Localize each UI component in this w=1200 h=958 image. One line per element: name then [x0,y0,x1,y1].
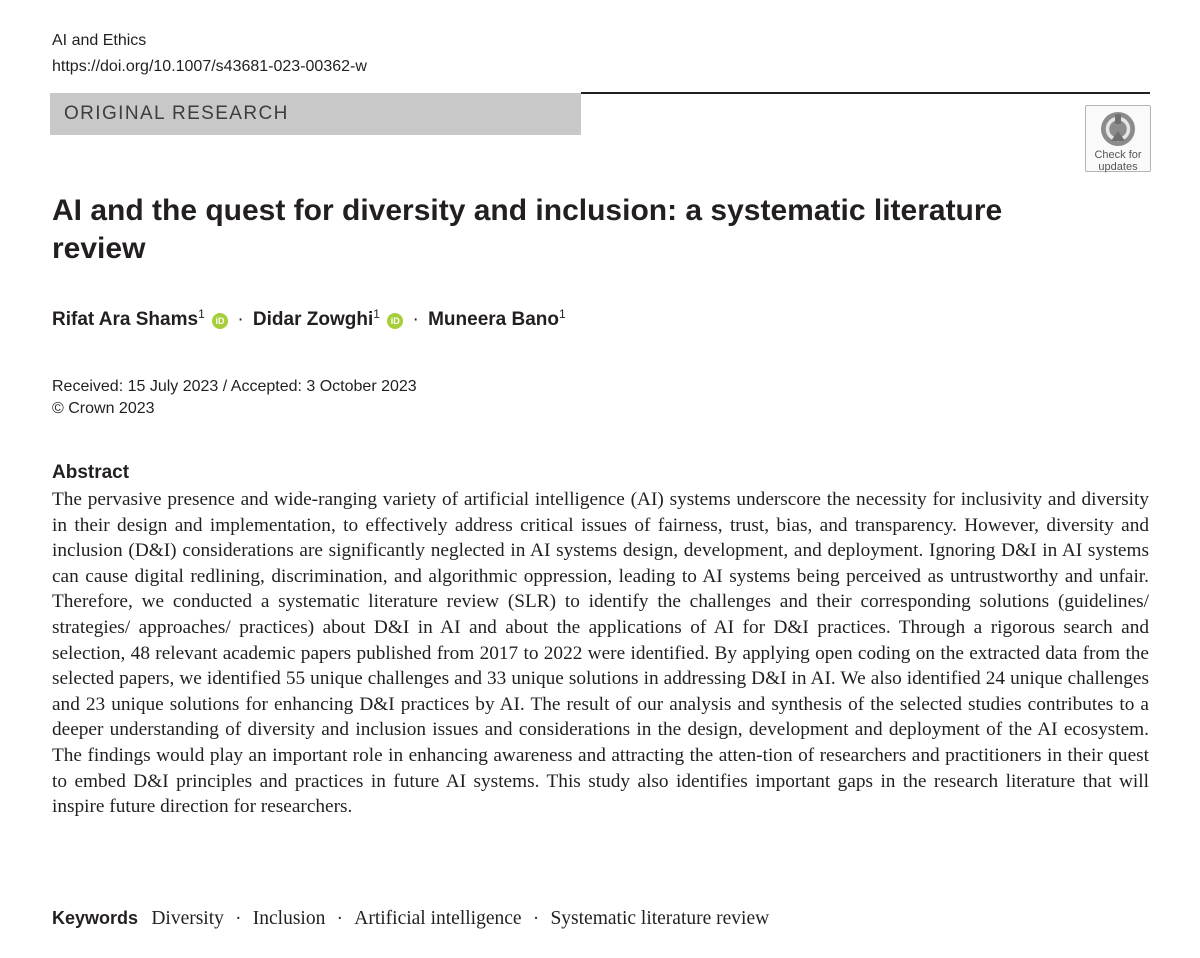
affiliation-marker: 1 [198,307,205,321]
author-name[interactable]: Muneera Bano [428,309,560,330]
header-rule [581,92,1150,94]
check-updates-line: Check for [1094,149,1142,161]
keyword-item: Inclusion [252,908,326,929]
section-label: ORIGINAL RESEARCH [64,103,289,124]
keyword-item: Systematic literature review [550,908,770,929]
abstract-text: The pervasive presence and wide-ranging variety of artificial intelligence (AI) systems underscore the necessity for inclusivity and diversity in their design and implementation, to effectively address critical issues of fairness, trust, bias, and transparency. However, diversity and inclusion (D&I) considerations are significantly neglected in AI systems design, development, and deployment. Ignoring D&I in AI systems can cause digital redlining, discrimination, and algorithmic oppression, leading to AI systems being perceived as untrustworthy and unfair. Therefore, we conducted a systematic literature review (SLR) to identify the challenges and their corresponding solutions (guidelines/ strategies/ approaches/ practices) about D&I in AI and about the applications of AI for D&I practices. Through a rigorous search and selection, 48 relevant academic papers published from 2017 to 2022 were identified. By applying open coding on the extracted data from the selected papers, we identified 55 unique challenges and 33 unique solutions in addressing D&I in AI. We also identified 24 unique challenges and 23 unique solutions for enhancing D&I practices by AI. The result of our analysis and synthesis of the selected studies contributes to a deeper understanding of diversity and inclusion issues and considerations in the design, development and deployment of the AI ecosystem. The findings would play an important role in enhancing awareness and attracting the atten-tion of researchers and practitioners in their quest to embed D&I principles and practices in future AI systems. This study also identifies important gaps in the research literature that will inspire future direction for researchers. [52,489,1149,818]
check-updates-icon [1099,110,1137,148]
affiliation-marker: 1 [373,307,380,321]
orcid-icon[interactable]: iD [212,313,228,329]
author-separator: · [237,309,244,330]
keywords-line [52,905,769,932]
check-updates-label [1086,149,1150,173]
author-name[interactable]: Rifat Ara Shams [52,309,199,330]
doi-link[interactable]: https://doi.org/10.1007/s43681-023-00362-w [52,58,367,75]
received-dates: Received: 15 July 2023 / Accepted: 3 October 2023 [52,378,417,395]
check-for-updates-button[interactable] [1085,105,1151,172]
abstract-heading: Abstract [52,462,130,483]
orcid-icon[interactable]: iD [387,313,403,329]
section-band [50,93,581,135]
author-list [52,307,566,333]
keyword-item: Diversity [151,908,224,929]
keyword-separator: · [532,908,540,929]
affiliation-marker: 1 [559,307,566,321]
keywords-label: Keywords [52,908,139,928]
keyword-item: Artificial intelligence [354,908,522,929]
check-updates-line: updates [1098,161,1138,173]
keyword-separator: · [336,908,343,929]
copyright-notice: © Crown 2023 [52,400,155,417]
keyword-separator: · [235,908,242,929]
author-name[interactable]: Didar Zowghi [252,309,374,330]
article-title: AI and the quest for diversity and inclusion: a systematic literature review [52,194,1003,265]
journal-name: AI and Ethics [52,32,147,49]
author-separator: · [412,309,419,330]
